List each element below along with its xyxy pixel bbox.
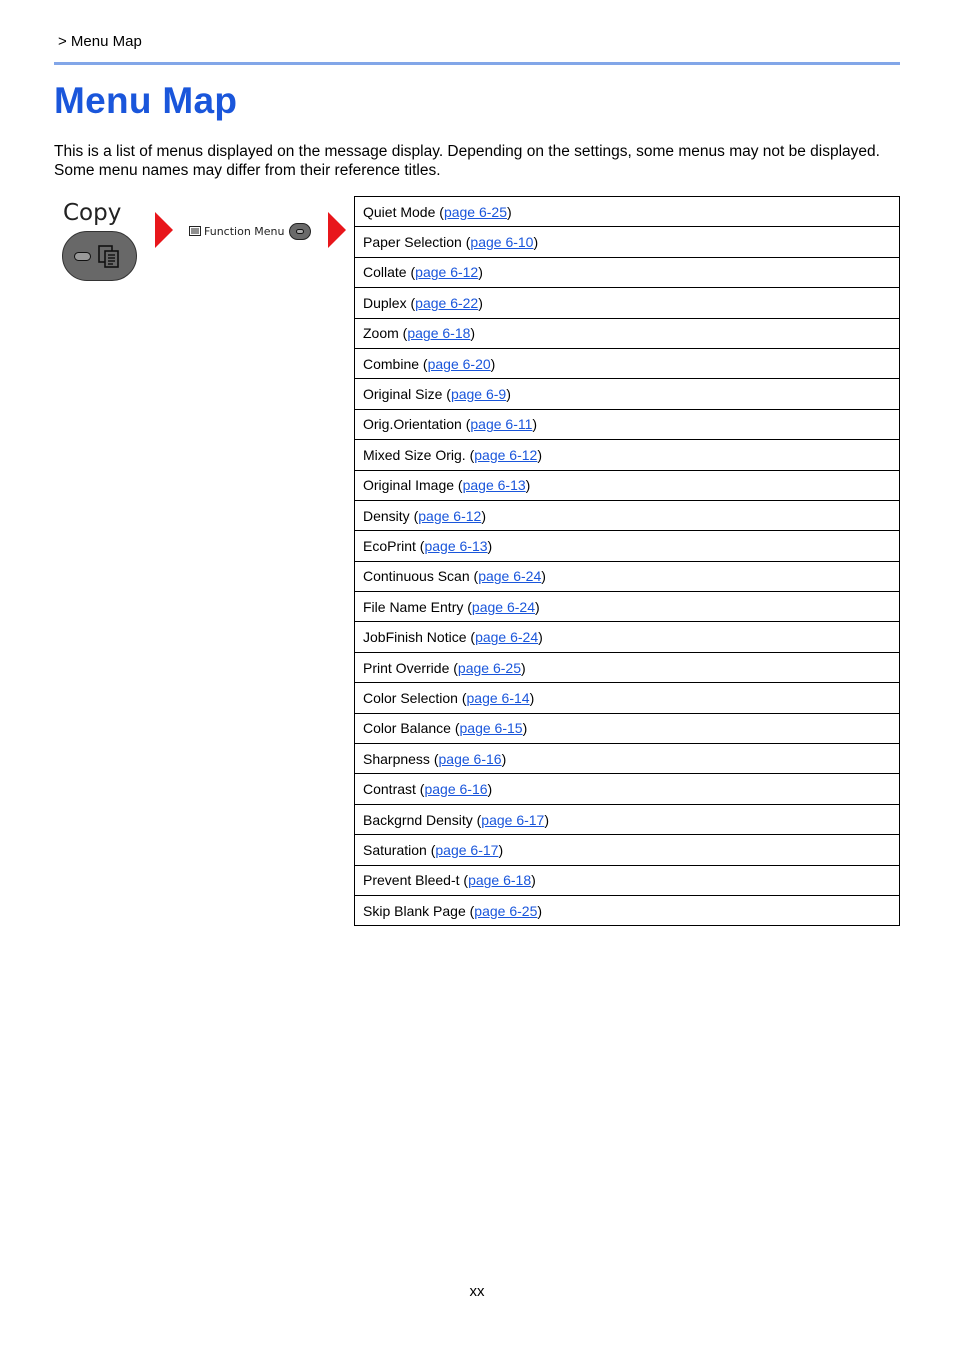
menu-item: Continuous Scan (page 6-24) — [355, 561, 900, 591]
menu-item: Original Image (page 6-13) — [355, 470, 900, 500]
table-row — [355, 683, 900, 713]
table-row — [355, 288, 900, 318]
menu-item-name: Quiet Mode — [363, 203, 436, 220]
menu-item-name: Skip Blank Page — [363, 902, 466, 919]
table-row — [355, 895, 900, 925]
page-reference-link[interactable]: page 6-16 — [438, 750, 502, 767]
page-reference-link[interactable]: page 6-13 — [462, 477, 526, 494]
menu-item: Backgrnd Density (page 6-17) — [355, 804, 900, 834]
led-icon — [74, 252, 91, 261]
menu-item: Combine (page 6-20) — [355, 348, 900, 378]
page-reference-link[interactable]: page 6-24 — [478, 568, 542, 585]
page-reference-link[interactable]: page 6-14 — [466, 689, 530, 706]
table-row — [355, 227, 900, 257]
table-row — [355, 379, 900, 409]
page-reference-link[interactable]: page 6-9 — [450, 386, 507, 403]
menu-item-name: Original Image — [363, 477, 455, 494]
menu-item: Density (page 6-12) — [355, 500, 900, 530]
table-row — [355, 409, 900, 439]
menu-item: Skip Blank Page (page 6-25) — [355, 895, 900, 925]
page-number: xx — [469, 1283, 485, 1300]
menu-item-name: Continuous Scan — [363, 568, 470, 585]
page-title: Menu Map — [54, 80, 238, 121]
page-reference-link[interactable]: page 6-18 — [468, 872, 532, 889]
page-reference-link[interactable]: page 6-12 — [474, 446, 538, 463]
table-row — [355, 622, 900, 652]
table-row — [355, 561, 900, 591]
table-row — [355, 318, 900, 348]
menu-item: Orig.Orientation (page 6-11) — [355, 409, 900, 439]
table-row — [355, 257, 900, 287]
arrow-right-icon — [155, 212, 173, 248]
table-row — [355, 348, 900, 378]
page-reference-link[interactable]: page 6-12 — [418, 507, 482, 524]
menu-item: Saturation (page 6-17) — [355, 835, 900, 865]
menu-item-name: EcoPrint — [363, 537, 416, 554]
menu-item: Print Override (page 6-25) — [355, 652, 900, 682]
page-reference-link[interactable]: page 6-24 — [471, 598, 535, 615]
menu-item-name: Saturation — [363, 841, 427, 858]
page-reference-link[interactable]: page 6-22 — [415, 294, 479, 311]
page-reference-link[interactable]: page 6-18 — [407, 325, 471, 342]
page-reference-link[interactable]: page 6-25 — [443, 203, 507, 220]
page-reference-link[interactable]: page 6-16 — [424, 781, 488, 798]
arrow-right-icon — [328, 212, 346, 248]
menu-item-name: Contrast — [363, 781, 416, 798]
table-row — [355, 774, 900, 804]
menu-item: Duplex (page 6-22) — [355, 288, 900, 318]
menu-item-name: Mixed Size Orig. — [363, 446, 466, 463]
function-menu-label: Function Menu — [204, 224, 285, 238]
table-row — [355, 713, 900, 743]
table-row — [355, 652, 900, 682]
menu-item-name: Color Selection — [363, 689, 458, 706]
menu-item-name: Print Override — [363, 659, 450, 676]
menu-item: Prevent Bleed-t (page 6-18) — [355, 865, 900, 895]
page-reference-link[interactable]: page 6-13 — [424, 537, 488, 554]
menu-item-name: Orig.Orientation — [363, 416, 462, 433]
function-menu-key — [189, 222, 311, 240]
menu-item-name: Combine — [363, 355, 420, 372]
menu-item-name: Collate — [363, 264, 407, 281]
menu-item: Sharpness (page 6-16) — [355, 744, 900, 774]
menu-item-name: Color Balance — [363, 720, 451, 737]
menu-item-name: Sharpness — [363, 750, 430, 767]
menu-item: Collate (page 6-12) — [355, 257, 900, 287]
copy-documents-icon — [97, 244, 121, 270]
table-row — [355, 592, 900, 622]
menu-item: Paper Selection (page 6-10) — [355, 227, 900, 257]
page-reference-link[interactable]: page 6-11 — [470, 416, 533, 433]
copy-key-label: Copy — [63, 200, 122, 226]
menu-item: Mixed Size Orig. (page 6-12) — [355, 440, 900, 470]
menu-item: Color Balance (page 6-15) — [355, 713, 900, 743]
page-reference-link[interactable]: page 6-17 — [481, 811, 545, 828]
menu-item-name: Zoom — [363, 325, 399, 342]
intro-paragraph: This is a list of menus displayed on the message display. Depending on the settings, some menus may not be displayed. Some menu names may differ from their reference titles. — [54, 143, 880, 179]
header-rule — [54, 62, 900, 65]
copy-key-icon — [62, 231, 137, 281]
function-menu-button-icon — [289, 223, 311, 240]
table-row — [355, 531, 900, 561]
menu-item: File Name Entry (page 6-24) — [355, 592, 900, 622]
table-row — [355, 835, 900, 865]
menu-list-icon — [189, 226, 201, 236]
menu-item: Quiet Mode (page 6-25) — [355, 197, 900, 227]
menu-item: EcoPrint (page 6-13) — [355, 531, 900, 561]
menu-item-name: File Name Entry — [363, 598, 464, 615]
menu-item: JobFinish Notice (page 6-24) — [355, 622, 900, 652]
page-reference-link[interactable]: page 6-25 — [474, 902, 538, 919]
menu-item-name: Prevent Bleed-t — [363, 872, 460, 889]
menu-map-table — [354, 196, 900, 926]
menu-item-name: JobFinish Notice — [363, 629, 467, 646]
page-reference-link[interactable]: page 6-10 — [470, 234, 534, 251]
menu-item-name: Duplex — [363, 294, 407, 311]
table-row — [355, 500, 900, 530]
menu-item-name: Density — [363, 507, 410, 524]
page-reference-link[interactable]: page 6-24 — [475, 629, 539, 646]
menu-item-name: Paper Selection — [363, 234, 462, 251]
breadcrumb: > Menu Map — [58, 33, 142, 50]
menu-item: Contrast (page 6-16) — [355, 774, 900, 804]
table-row — [355, 804, 900, 834]
page-reference-link[interactable]: page 6-15 — [459, 720, 523, 737]
table-row — [355, 197, 900, 227]
page-reference-link[interactable]: page 6-12 — [415, 264, 479, 281]
menu-item: Zoom (page 6-18) — [355, 318, 900, 348]
menu-item: Color Selection (page 6-14) — [355, 683, 900, 713]
menu-item-name: Original Size — [363, 386, 443, 403]
page-reference-link[interactable]: page 6-25 — [457, 659, 521, 676]
menu-item-name: Backgrnd Density — [363, 811, 473, 828]
menu-item: Original Size (page 6-9) — [355, 379, 900, 409]
page-reference-link[interactable]: page 6-20 — [427, 355, 491, 372]
table-row — [355, 744, 900, 774]
page-reference-link[interactable]: page 6-17 — [435, 841, 499, 858]
table-row — [355, 470, 900, 500]
table-row — [355, 440, 900, 470]
table-row — [355, 865, 900, 895]
